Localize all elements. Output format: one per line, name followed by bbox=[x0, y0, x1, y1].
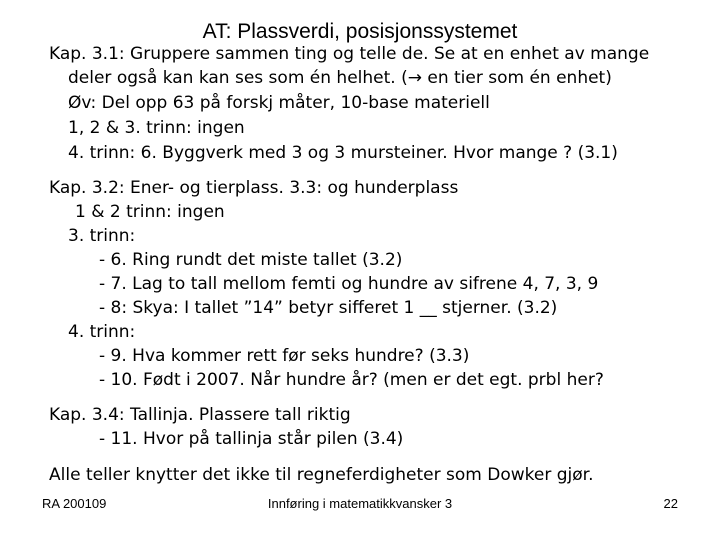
text-line-ovelse: Øv: Del opp 63 på forskj måter, 10-base materiell bbox=[68, 93, 490, 113]
text-line-kap-3-2: Kap. 3.2: Ener- og tierplass. 3.3: og hunderplass bbox=[49, 178, 459, 198]
text-line-kap-3-4: Kap. 3.4: Tallinja. Plassere tall riktig bbox=[49, 405, 351, 425]
text-line-helhet: deler også kan kan ses som én helhet. (→ en tier som én enhet) bbox=[68, 68, 612, 88]
text-line-trinn-1-2: 1 & 2 trinn: ingen bbox=[75, 202, 225, 222]
text-line-conclusion: Alle teller knytter det ikke til regneferdigheter som Dowker gjør. bbox=[49, 465, 594, 485]
text-line-trinn-4: 4. trinn: bbox=[68, 322, 136, 342]
slide-title: AT: Plassverdi, posisjonssystemet bbox=[202, 20, 518, 43]
text-line-oppgave-10: - 10. Født i 2007. Når hundre år? (men er det egt. prbl her? bbox=[99, 370, 604, 390]
text-line-oppgave-8: - 8: Skya: I tallet ”14” betyr sifferet 1 __ stjerner. (3.2) bbox=[99, 298, 558, 318]
text-line-trinn-3: 3. trinn: bbox=[68, 226, 136, 246]
text-line-kap-3-1: Kap. 3.1: Gruppere sammen ting og telle de. Se at en enhet av mange bbox=[49, 44, 650, 64]
footer-course-title: Innføring i matematikkvansker 3 bbox=[267, 496, 453, 511]
footer-date: RA 200109 bbox=[42, 496, 107, 511]
text-line-oppgave-9: - 9. Hva kommer rett før seks hundre? (3.3) bbox=[99, 346, 470, 366]
text-line-oppgave-11: - 11. Hvor på tallinja står pilen (3.4) bbox=[99, 429, 404, 449]
text-line-oppgave-7: - 7. Lag to tall mellom femti og hundre av sifrene 4, 7, 3, 9 bbox=[99, 274, 599, 294]
page-number: 22 bbox=[663, 496, 678, 511]
text-line-oppgave-6: - 6. Ring rundt det miste tallet (3.2) bbox=[99, 250, 403, 270]
text-line-trinn-1-3: 1, 2 & 3. trinn: ingen bbox=[68, 118, 245, 138]
text-line-trinn-4-byggverk: 4. trinn: 6. Byggverk med 3 og 3 mursteiner. Hvor mange ? (3.1) bbox=[68, 143, 618, 163]
